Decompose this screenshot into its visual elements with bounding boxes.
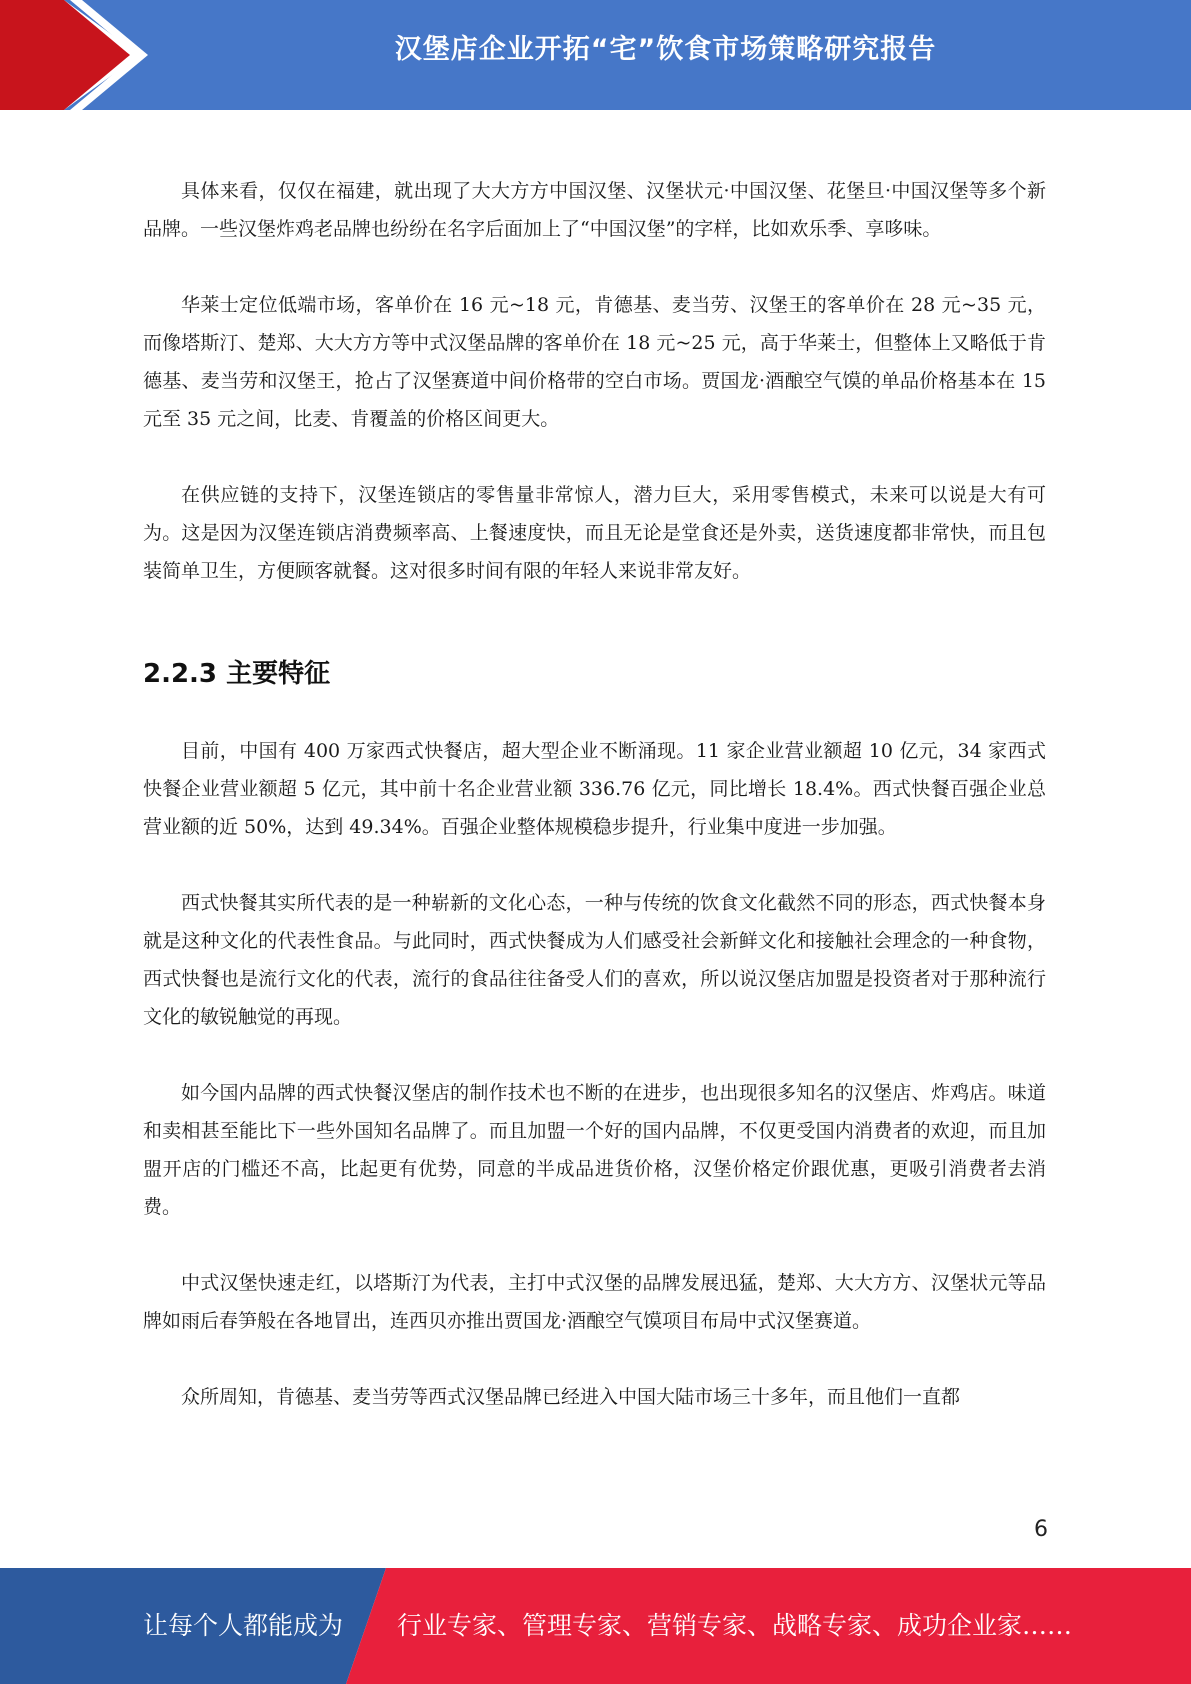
paragraph: 在供应链的支持下，汉堡连锁店的零售量非常惊人，潜力巨大，采用零售模式，未来可以说是大有可为。这是因为汉堡连锁店消费频率高、上餐速度快，而且无论是堂食还是外卖，送货速度都非常快，而且包装简单卫生，方便顾客就餐。这对很多时间有限的年轻人来说非常友好。 — [143, 484, 1046, 582]
paragraph: 具体来看，仅仅在福建，就出现了大大方方中国汉堡、汉堡状元·中国汉堡、花堡旦·中国汉堡等多个新品牌。一些汉堡炸鸡老品牌也纷纷在名字后面加上了“中国汉堡”的字样，比如欢乐季、享哆味。 — [143, 180, 1046, 240]
page-number: 6 — [1034, 1517, 1048, 1542]
report-title: 汉堡店企业开拓“宅”饮食市场策略研究报告 — [394, 34, 937, 65]
footer-slogan-right: 行业专家、管理专家、营销专家、战略专家、成功企业家…… — [397, 1611, 1073, 1640]
footer-slogan-left: 让每个人都能成为 — [143, 1611, 344, 1640]
section-heading: 2.2.3 主要特征 — [143, 659, 331, 689]
paragraph: 西式快餐其实所代表的是一种崭新的文化心态，一种与传统的饮食文化截然不同的形态，西式快餐本身就是这种文化的代表性食品。与此同时，西式快餐成为人们感受社会新鲜文化和接触社会理念的一种食物，西式快餐也是流行文化的代表，流行的食品往往备受人们的喜欢，所以说汉堡店加盟是投资者对于那种流行文化的敏锐触觉的再现。 — [143, 892, 1046, 1028]
paragraph: 众所周知，肯德基、麦当劳等西式汉堡品牌已经进入中国大陆市场三十多年，而且他们一直都 — [181, 1386, 961, 1408]
header-arrow-accent — [0, 0, 150, 110]
paragraph: 中式汉堡快速走红，以塔斯汀为代表，主打中式汉堡的品牌发展迅猛，楚郑、大大方方、汉堡状元等品牌如雨后春笋般在各地冒出，连西贝亦推出贾国龙·酒酿空气馍项目布局中式汉堡赛道。 — [143, 1272, 1046, 1332]
paragraph: 华莱士定位低端市场，客单价在 16 元~18 元，肯德基、麦当劳、汉堡王的客单价在 28 元~35 元，而像塔斯汀、楚郑、大大方方等中式汉堡品牌的客单价在 18 元~25 元，高于华莱士，但整体上又略低于肯德基、麦当劳和汉堡王，抢占了汉堡赛道中间价格带的空白市场。贾国龙·酒酿空气馍的单品价格基本在 15 元至 35 元之间，比麦、肯覆盖的价格区间更大。 — [143, 294, 1046, 430]
paragraph: 目前，中国有 400 万家西式快餐店，超大型企业不断涌现。11 家企业营业额超 10 亿元，34 家西式快餐企业营业额超 5 亿元，其中前十名企业营业额 336.76 亿元，同比增长 18.4%。西式快餐百强企业总营业额的近 50%，达到 49.34%。百强企业整体规模稳步提升，行业集中度进一步加强。 — [143, 740, 1046, 838]
paragraph: 如今国内品牌的西式快餐汉堡店的制作技术也不断的在进步，也出现很多知名的汉堡店、炸鸡店。味道和卖相甚至能比下一些外国知名品牌了。而且加盟一个好的国内品牌，不仅更受国内消费者的欢迎，而且加盟开店的门槛还不高，比起更有优势，同意的半成品进货价格，汉堡价格定价跟优惠，更吸引消费者去消费。 — [143, 1082, 1046, 1218]
page-header — [0, 0, 1191, 110]
page-body — [143, 172, 1046, 1454]
page-footer — [0, 1568, 1191, 1684]
